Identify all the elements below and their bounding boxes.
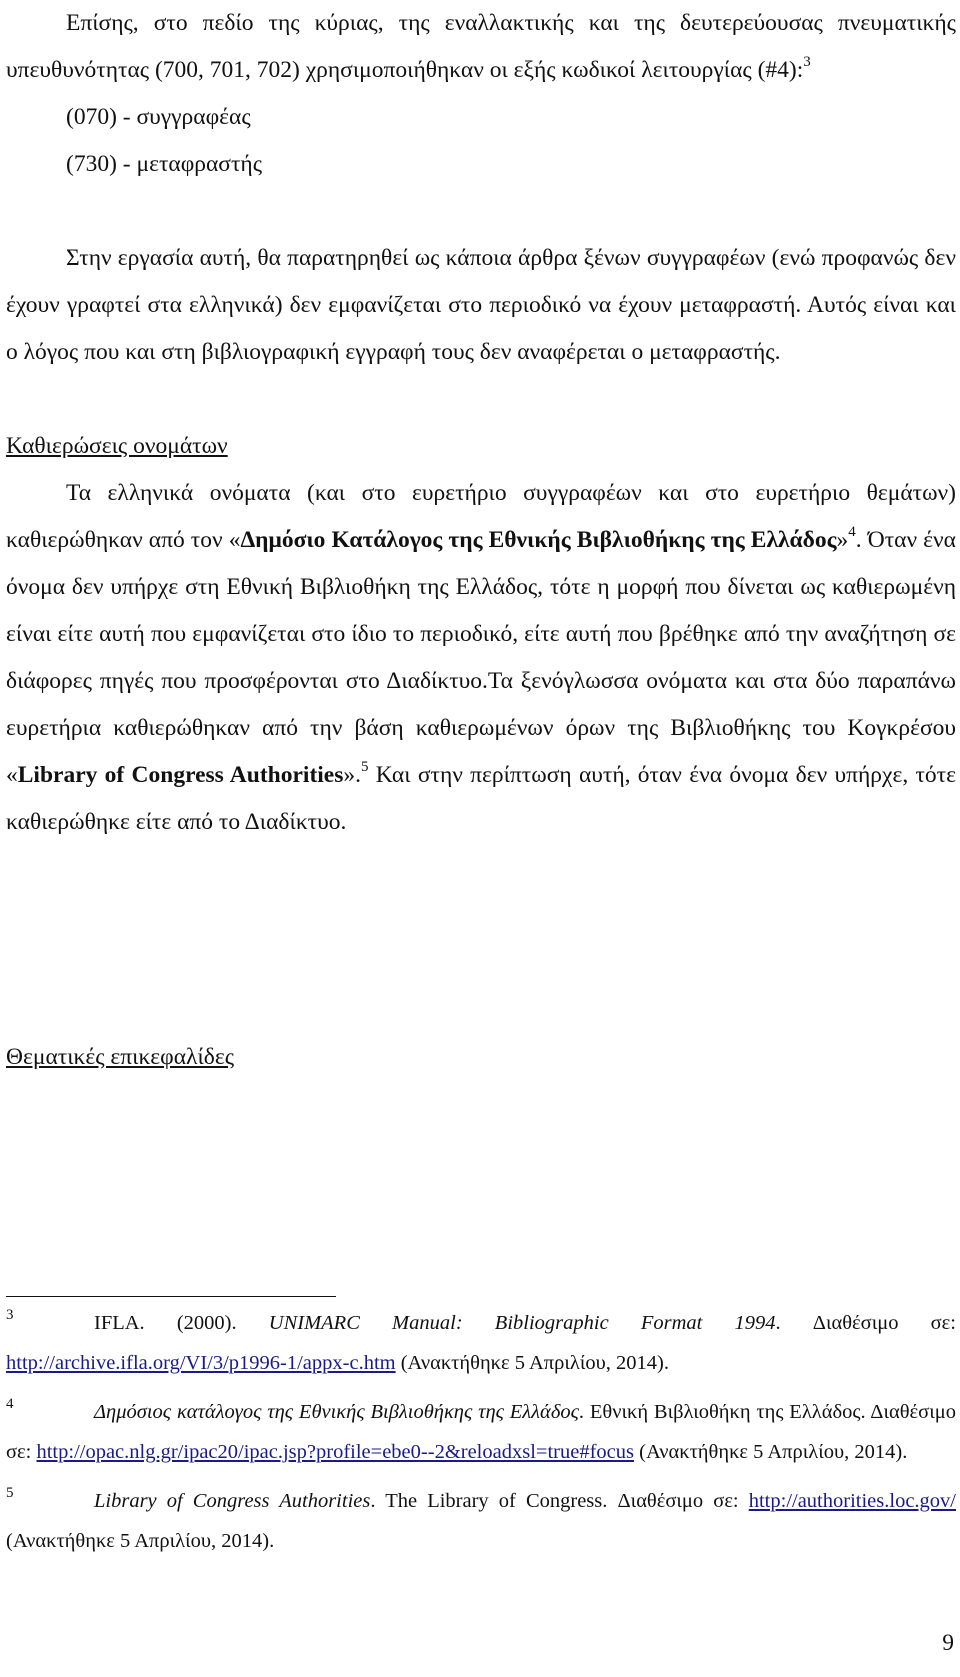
footnote-link[interactable]: http://archive.ifla.org/VI/3/p1996-1/appx-c.htm <box>6 1352 396 1374</box>
page-number: 9 <box>942 1630 954 1656</box>
role-code-translator: (730) - μεταφραστής <box>66 151 263 177</box>
paragraph-role-codes-intro <box>6 0 956 94</box>
footnote-number: 5 <box>6 1485 14 1501</box>
paragraph-name-authorities: Τα ελληνικά ονόματα (και στο ευρετήριο συγγραφέων και στο ευρετήριο θεμάτων) καθιερώθηκαν από τον «Δημόσιο Κατάλογος της Εθνικής Βιβλιοθήκης της Ελλάδος»$^4$. Όταν ένα όνομα δεν υπήρχε στη Εθνική Βιβλιοθήκη της Ελλάδος, τότε η μορφή που δίνεται ως καθιερωμένη είναι είτε αυτή που εμφανίζεται στο ίδιο το περιοδικό, είτε αυτή που βρέθηκε από την αναζήτηση σε διάφορες πηγές που προσφέρονται στο Διαδίκτυο.Τα ξενόγλωσσα ονόματα και στα δύο παραπάνω ευρετήρια καθιερώθηκαν από την βάση καθιερωμένων όρων της Βιβλιοθήκης του Κογκρέσου «Library of Congress Authorities».$^5$ Και στην περίπτωση αυτή, όταν ένα όνομα δεν υπήρχε, τότε καθιερώθηκε είτε από το Διαδίκτυο. <box>6 480 956 835</box>
role-code-author: (070) - συγγραφέας <box>66 104 251 130</box>
bold-loc-authorities: Library of Congress Authorities <box>17 762 344 788</box>
footnote-number: 4 <box>6 1396 14 1412</box>
footnote-separator <box>6 1296 336 1297</box>
paragraph-text: Τα ελληνικά ονόματα (και στο ευρετήριο συγγραφέων και στο ευρετήριο θεμάτων) καθιερώθηκαν από τον « <box>6 480 956 553</box>
bold-catalog-name: Δημόσιο Κατάλογος της Εθνικής Βιβλιοθήκης της Ελλάδος <box>240 527 837 553</box>
footnote-5: 5 Library of Congress Authorities. The Library of Congress. Διαθέσιμο σε: http://authorities.loc.gov/ (Ανακτήθηκε 5 Απριλίου, 2014). <box>6 1481 956 1561</box>
paragraph-translators-note: Στην εργασία αυτή, θα παρατηρηθεί ως κάποια άρθρα ξένων συγγραφέων (ενώ προφανώς δεν έχουν γραφτεί στα ελληνικά) δεν εμφανίζεται στο περιοδικό να έχουν μεταφραστή. Αυτός είναι και ο λόγος που και στη βιβλιογραφική εγγραφή τους δεν αναφέρεται ο μεταφραστής. <box>6 245 956 365</box>
footnote-ref-3[interactable]: 3 <box>803 54 811 71</box>
footnote-number: 3 <box>6 1307 14 1323</box>
paragraph-text: Επίσης, στο πεδίο της κύριας, της εναλλακτικής και της δευτερεύουσας πνευματικής υπευθυνότητας (700, 701, 702) χρησιμοποιήθηκαν οι εξής κωδικοί λειτουργίας (#4): <box>6 10 956 83</box>
footnote-ref-5[interactable]: 5 <box>361 759 369 776</box>
footnote-link[interactable]: http://authorities.loc.gov/ <box>748 1490 956 1512</box>
footnotes <box>6 1303 956 1561</box>
document-page <box>6 0 956 1677</box>
footnote-ref-4[interactable]: 4 <box>848 524 856 541</box>
footnote-link[interactable]: http://opac.nlg.gr/ipac20/ipac.jsp?profile=ebe0--2&reloadxsl=true#focus <box>36 1441 634 1463</box>
footnote-title: UNIMARC Manual: Bibliographic Format 1994 <box>268 1312 776 1334</box>
body-text <box>6 0 956 1081</box>
section-heading-subject-headings: Θεματικές επικεφαλίδες <box>6 1044 235 1070</box>
footnote-title: Library of Congress Authorities <box>94 1490 371 1512</box>
footnote-4: 4 Δημόσιος κατάλογος της Εθνικής Βιβλιοθήκης της Ελλάδος. Εθνική Βιβλιοθήκη της Ελλάδος. Διαθέσιμο σε: http://opac.nlg.gr/ipac20/ipac.jsp?profile=ebe0--2&reloadxsl=true#focus (Ανακτήθηκε 5 Απριλίου, 2014). <box>6 1392 956 1472</box>
footnote-title: Δημόσιος κατάλογος της Εθνικής Βιβλιοθήκης της Ελλάδος <box>94 1401 579 1423</box>
section-heading-name-authorities: Καθιερώσεις ονομάτων <box>6 433 228 459</box>
footnote-3: 3 IFLA. (2000). UNIMARC Manual: Bibliographic Format 1994. Διαθέσιμο σε: http://archive.ifla.org/VI/3/p1996-1/appx-c.htm (Ανακτήθηκε 5 Απριλίου, 2014). <box>6 1303 956 1383</box>
